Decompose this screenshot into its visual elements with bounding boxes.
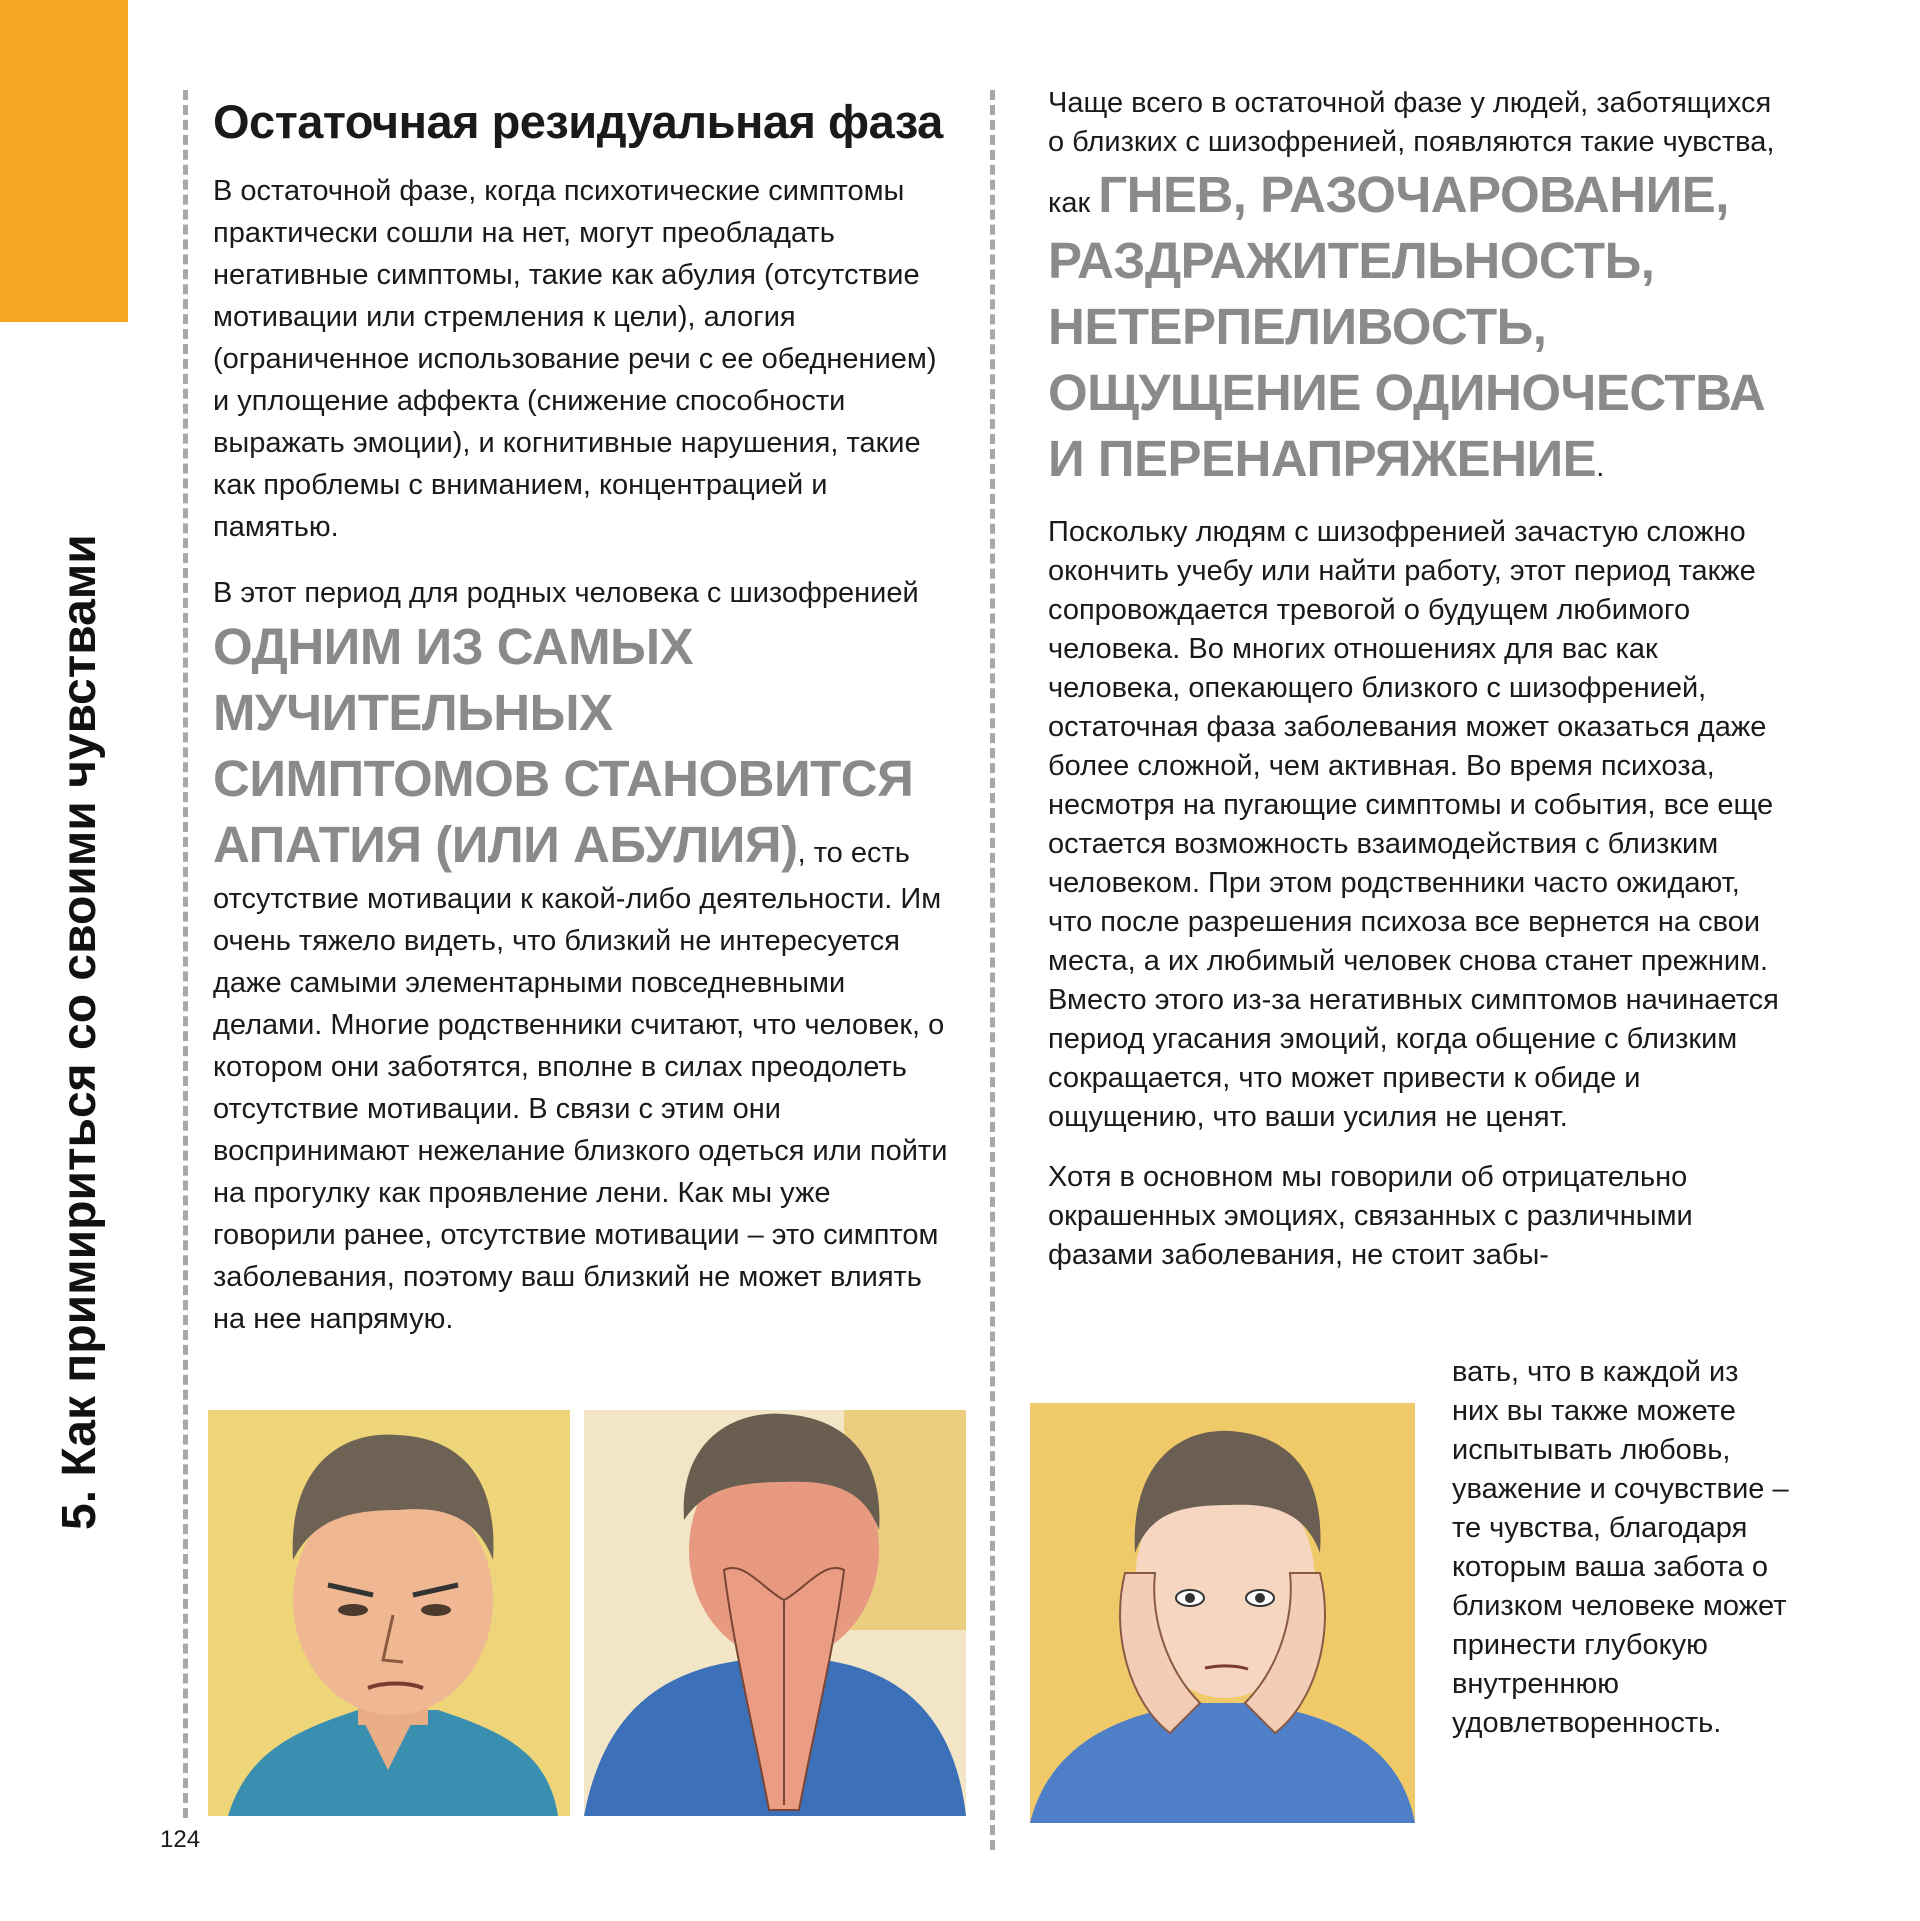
- column-divider: [990, 90, 995, 1850]
- illustration-frowning-man: [208, 1410, 570, 1816]
- left-margin-divider: [183, 90, 188, 1818]
- left-column: [213, 96, 953, 1340]
- section-heading: Остаточная резидуальная фаза: [213, 95, 943, 148]
- paragraph-positive-lead: Хотя в основном мы говорили об отрицательно окрашенных эмоциях, связанных с различными фазами заболевания, не стоит забы-: [1048, 1161, 1693, 1271]
- illustration-man-hands-on-cheeks: [1030, 1403, 1415, 1823]
- illustration-man-covering-face: [584, 1410, 966, 1816]
- page-number: 124: [160, 1826, 201, 1853]
- chapter-tab: [0, 0, 128, 322]
- right-column: [1048, 84, 1788, 1275]
- pullquote-apathy: ОДНИМ ИЗ САМЫХ МУЧИТЕЛЬНЫХ СИМПТОМОВ СТАНОВИТСЯ АПАТИЯ (ИЛИ АБУЛИЯ): [213, 617, 914, 873]
- paragraph-positive-feelings: вать, что в каждой из них вы также можете испытывать любовь, уважение и сочувствие – те чувства, благодаря которым ваша забота о близком человеке может принести глубокую внутреннюю удовлетворенность.: [1452, 1356, 1789, 1739]
- chapter-title: 5. Как примириться со своими чувствами: [53, 534, 106, 1530]
- pullquote-feelings: ГНЕВ, РАЗОЧАРОВАНИЕ, РАЗДРАЖИТЕЛЬНОСТЬ, НЕТЕРПЕЛИВОСТЬ, ОЩУЩЕНИЕ ОДИНОЧЕСТВА И ПЕРЕНАПРЯЖЕНИЕ: [1048, 166, 1766, 487]
- paragraph-lead: Чаще всего в остаточной фазе у людей, заботящихся о близких с шизофренией, появляются такие чувства, как: [1048, 87, 1775, 219]
- paragraph-continuation: , то есть отсутствие мотивации к какой-либо деятельности. Им очень тяжело видеть, что близкий не интересуется даже самыми элементарными повседневными делами. Многие родственники считают, что человек, о котором они заботятся, вполне в силах преодолеть отсутствие мотивации. В связи с этим они воспринимают нежелание близкого одеться или пойти на прогулку как проявление лени. Как мы уже говорили ранее, отсутствие мотивации – это симптом заболевания, поэтому ваш близкий не может влиять на нее напрямую.: [213, 836, 948, 1335]
- paragraph-anxiety: Поскольку людям с шизофренией зачастую сложно окончить учебу или найти работу, этот период также сопровождается тревогой о будущем любимого человека. Во многих отношениях для вас как человека, опекающего близкого с шизофренией, остаточная фаза заболевания может оказаться даже более сложной, чем активная. Во время психоза, несмотря на пугающие симптомы и события, все еще остается возможность взаимодействия с близким человеком. При этом родственники часто ожидают, что после разрешения психоза все вернется на свои места, а их любимый человек снова станет прежним. Вместо этого из-за негативных симптомов начинается период угасания эмоций, когда общение с близким сокращается, что может привести к обиде и ощущению, что ваши усилия не ценят.: [1048, 516, 1779, 1133]
- paragraph-residual-phase: В остаточной фазе, когда психотические симптомы практически сошли на нет, могут преобладать негативные симптомы, такие как абулия (отсутствие мотивации или стремления к цели), алогия (ограниченное использование речи с ее обеднением) и уплощение аффекта (снижение способности выражать эмоции), и когнитивные нарушения, такие как проблемы с вниманием, концентрацией и памятью.: [213, 174, 937, 543]
- wrapped-paragraph: [1452, 1353, 1792, 1743]
- paragraph-feelings: [1048, 84, 1788, 492]
- paragraph-apathy: [213, 572, 953, 1340]
- paragraph-period: .: [1596, 451, 1605, 483]
- paragraph-lead: В этот период для родных человека с шизофренией: [213, 576, 919, 609]
